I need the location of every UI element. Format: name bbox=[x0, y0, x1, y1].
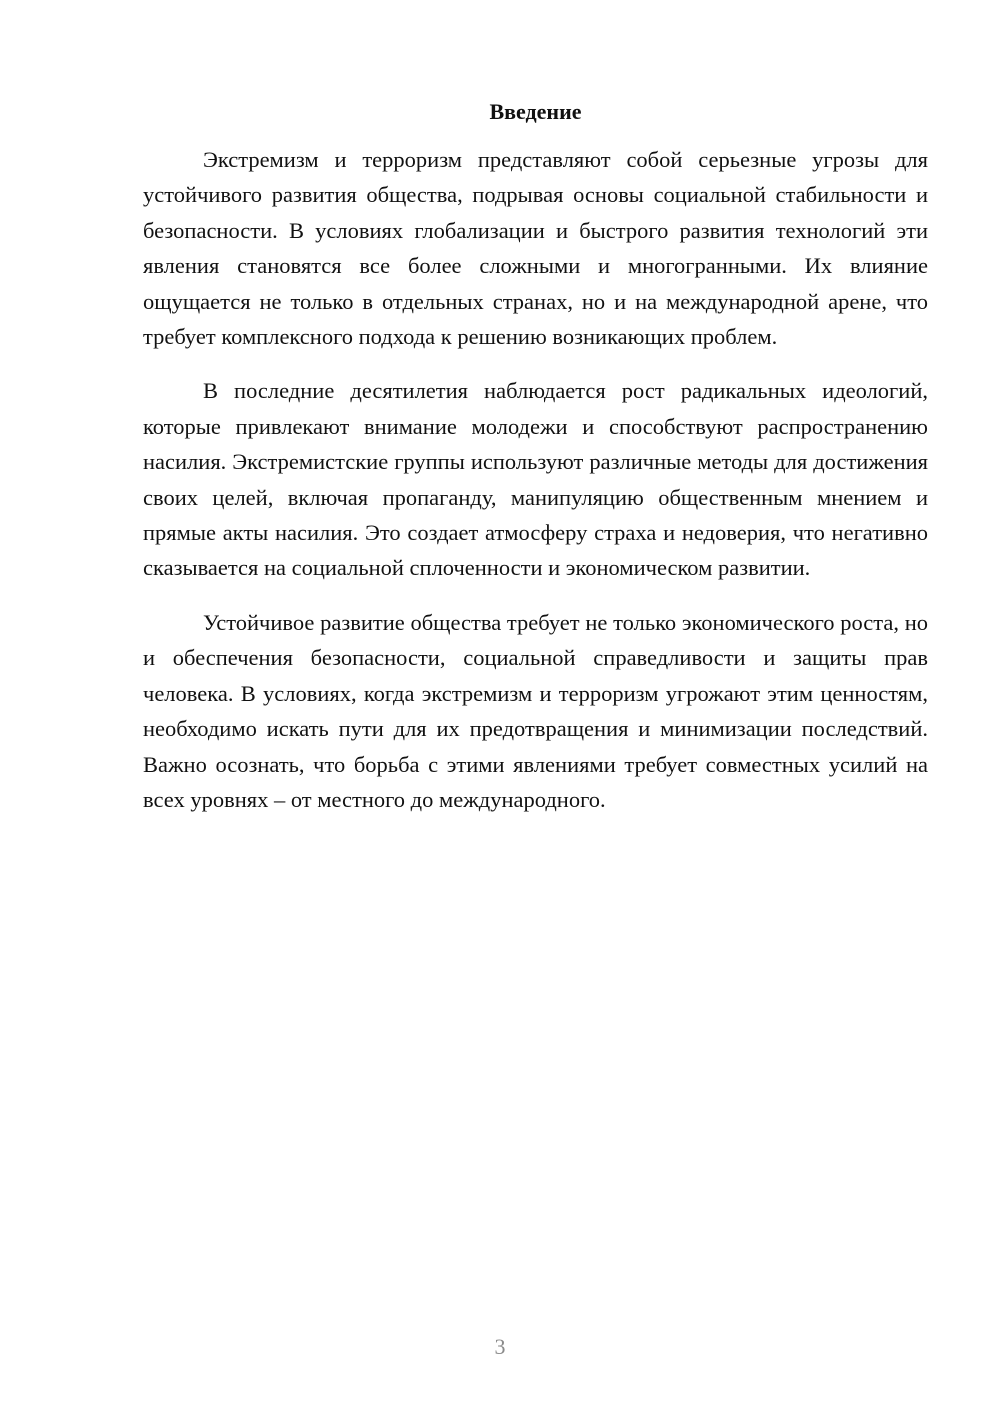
paragraph-2: В последние десятилетия наблюдается рост радикальных идеологий, которые привлекают внимание молодежи и способствуют распространению насилия. Экстремистские группы используют различные методы для достижения своих целей, включая пропаганду, манипуляцию общественным мнением и прямые акты насилия. Это создает атмосферу страха и недоверия, что негативно сказывается на социальной сплоченности и экономическом развитии. bbox=[143, 378, 928, 581]
paragraph-3: Устойчивое развитие общества требует не только экономического роста, но и обеспечения безопасности, социальной справедливости и защиты прав человека. В условиях, когда экстремизм и терроризм угрожают этим ценностям, необходимо искать пути для их предотвращения и минимизации последствий. Важно осознать, что борьба с этими явлениями требует совместных усилий на всех уровнях – от местного до международного. bbox=[143, 609, 928, 812]
page-number: 3 bbox=[494, 1334, 506, 1359]
section-heading: Введение bbox=[489, 99, 582, 124]
paragraph-1: Экстремизм и терроризм представляют собой серьезные угрозы для устойчивого развития общества, подрывая основы социальной стабильности и безопасности. В условиях глобализации и быстрого развития технологий эти явления становятся все более сложными и многогранными. Их влияние ощущается не только в отдельных странах, но и на международной арене, что требует комплексного подхода к решению возникающих проблем. bbox=[143, 147, 928, 350]
body-text bbox=[143, 142, 928, 836]
